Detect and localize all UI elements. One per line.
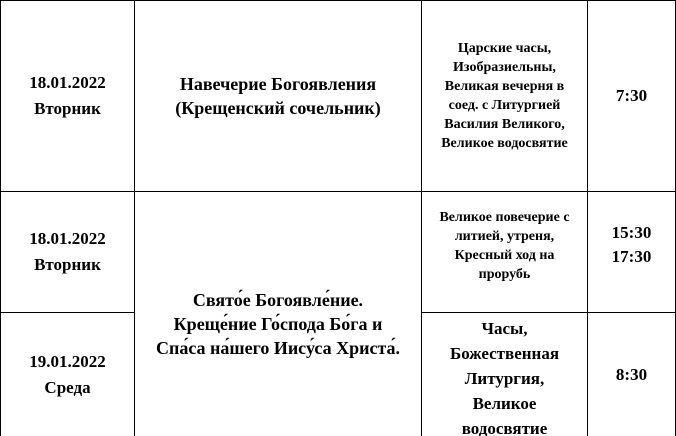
date-cell-2 — [1, 192, 134, 312]
time-cell-2 — [588, 192, 675, 298]
weekday-text: Вторник — [34, 99, 101, 118]
event-line: Свято́е Богоявле́ние. — [192, 290, 364, 310]
time-text: 15:30 — [611, 223, 652, 242]
service-line: Изобразиельны, — [453, 60, 556, 75]
event-line: Спа́са на́шего Иису́са Христа́. — [155, 338, 401, 358]
time-text: 17:30 — [611, 247, 652, 266]
service-line: Великое — [472, 394, 537, 413]
event-cell-merged — [135, 192, 421, 436]
event-subtitle: (Крещенский сочельник) — [175, 98, 381, 118]
service-line: Великая вечерня в — [444, 79, 565, 94]
event-line: Креще́ние Го́спода Бо́га и — [173, 314, 383, 334]
service-cell-1 — [422, 1, 587, 191]
service-line: Царские часы, — [457, 41, 552, 56]
service-cell-3 — [422, 313, 587, 436]
service-line: Великое повечерие с — [439, 210, 570, 225]
service-cell-2 — [422, 192, 587, 300]
time-cell-3 — [588, 313, 675, 436]
date-cell-1 — [1, 1, 134, 191]
time-text: 7:30 — [615, 86, 648, 105]
date-text: 18.01.2022 — [29, 229, 106, 248]
service-line: Часы, — [481, 319, 528, 338]
weekday-text: Среда — [44, 377, 91, 397]
service-line: Литургия, — [464, 369, 545, 388]
event-title: Навечерие Богоявления — [179, 74, 377, 94]
service-line: соед. с Литургией — [448, 98, 561, 113]
time-cell-1 — [588, 1, 675, 191]
weekday-text: Вторник — [34, 255, 101, 274]
service-line: прорубь — [478, 267, 531, 282]
service-line: Божественная — [449, 344, 560, 363]
date-cell-3 — [1, 313, 134, 436]
service-line: водосвятие — [461, 419, 548, 436]
service-line: Василия Великого, — [444, 117, 565, 132]
date-text: 19.01.2022 — [29, 351, 106, 371]
time-text: 8:30 — [615, 364, 648, 384]
service-line: Великое водосвятие — [441, 136, 568, 151]
event-cell-1 — [135, 1, 421, 191]
service-line: литией, утреня, — [454, 229, 555, 244]
date-text: 18.01.2022 — [29, 73, 106, 92]
service-line: Кресный ход на — [454, 248, 555, 263]
